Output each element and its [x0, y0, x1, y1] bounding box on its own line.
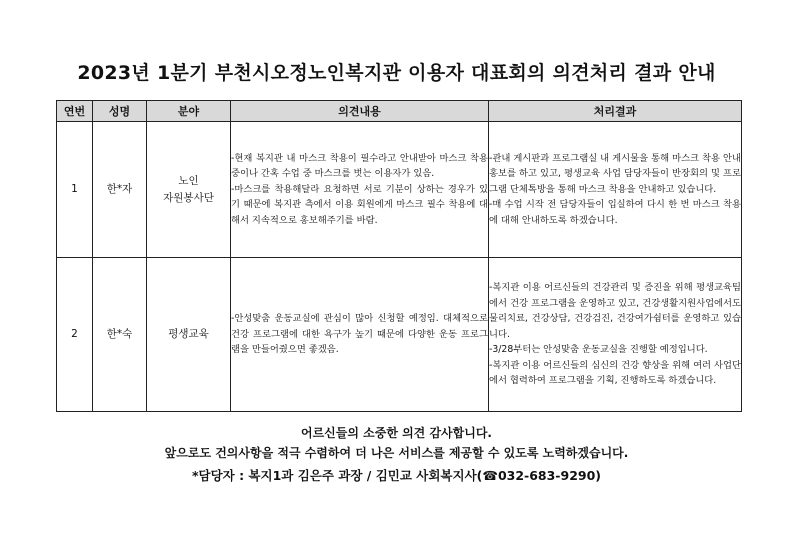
opinion-table: [56, 100, 742, 412]
row-no: 1: [57, 122, 93, 258]
thanks-message: 어르신들의 소중한 의견 감사합니다.: [301, 426, 492, 440]
field-line: 노인: [178, 174, 199, 187]
header-field: 분야: [147, 101, 231, 122]
header-no: 연번: [57, 101, 93, 122]
row-field: [147, 258, 231, 412]
header-opinion: 의견내용: [231, 101, 489, 122]
commitment-message: 앞으로도 건의사항을 적극 수렴하여 더 나은 서비스를 제공할 수 있도록 노력하겠습니다.: [164, 446, 629, 460]
result-item: -복지관 이용 어르신들의 심신의 건강 향상을 위해 여러 사업단에서 협력하여 프로그램을 기획, 진행하도록 하겠습니다.: [489, 359, 741, 387]
opinion-item: -현재 복지관 내 마스크 착용이 필수라고 안내받아 마스크 착용 중이나 간혹 수업 중 마스크를 벗는 이용자가 있음.: [231, 152, 488, 180]
table-row: [57, 258, 742, 412]
row-name: 한*자: [93, 122, 147, 258]
opinion-item: -마스크를 착용해달라 요청하면 서로 기분이 상하는 경우가 있기 때문에 복지관 측에서 이용 회원에게 마스크 필수 착용에 대해서 지속적으로 홍보해주기를 바람.: [231, 183, 488, 226]
header-name: 성명: [93, 101, 147, 122]
contact-info: *담당자 : 복지1과 김은주 과장 / 김민교 사회복지사(☎032-683-9290): [191, 468, 602, 483]
row-opinion: [231, 258, 489, 412]
table-row: [57, 122, 742, 258]
row-name: 한*숙: [93, 258, 147, 412]
row-opinion: [231, 122, 489, 258]
opinion-item: -안성맞춤 운동교실에 관심이 많아 신청할 예정임. 대체적으로 건강 프로그램에 대한 욕구가 높기 때문에 다양한 운동 프로그램을 만들어줬으면 좋겠음.: [231, 313, 488, 356]
field-line: 자원봉사단: [163, 191, 214, 204]
row-result: [489, 258, 742, 412]
result-item: -관내 게시판과 프로그램실 내 게시물을 통해 마스크 착용 안내 홍보를 하고 있고, 평생교육 사업 담당자들이 반장회의 및 프로그램 단체톡방을 통해 마스크 착용을 안내하고 있습니다.: [489, 152, 741, 195]
result-item: -3/28부터는 안성맞춤 운동교실을 진행할 예정입니다.: [489, 344, 708, 356]
header-result: 처리결과: [489, 101, 742, 122]
result-item: -복지관 이용 어르신들의 건강관리 및 증진을 위해 평생교육팀에서 건강 프로그램을 운영하고 있고, 건강생활지원사업에서도 물리치료, 건강상담, 건강검진, 건강여가쉼터를 운영하고 있습니다.: [489, 282, 741, 340]
row-field: [147, 122, 231, 258]
row-no: 2: [57, 258, 93, 412]
page-title: 2023년 1분기 부천시오정노인복지관 이용자 대표회의 의견처리 결과 안내: [77, 62, 716, 84]
result-item: -매 수업 시작 전 담당자들이 입실하여 다시 한 번 마스크 착용에 대해 안내하도록 하겠습니다.: [489, 199, 741, 226]
table-header-row: [57, 101, 742, 122]
field-line: 평생교육: [168, 328, 209, 340]
row-result: [489, 122, 742, 258]
